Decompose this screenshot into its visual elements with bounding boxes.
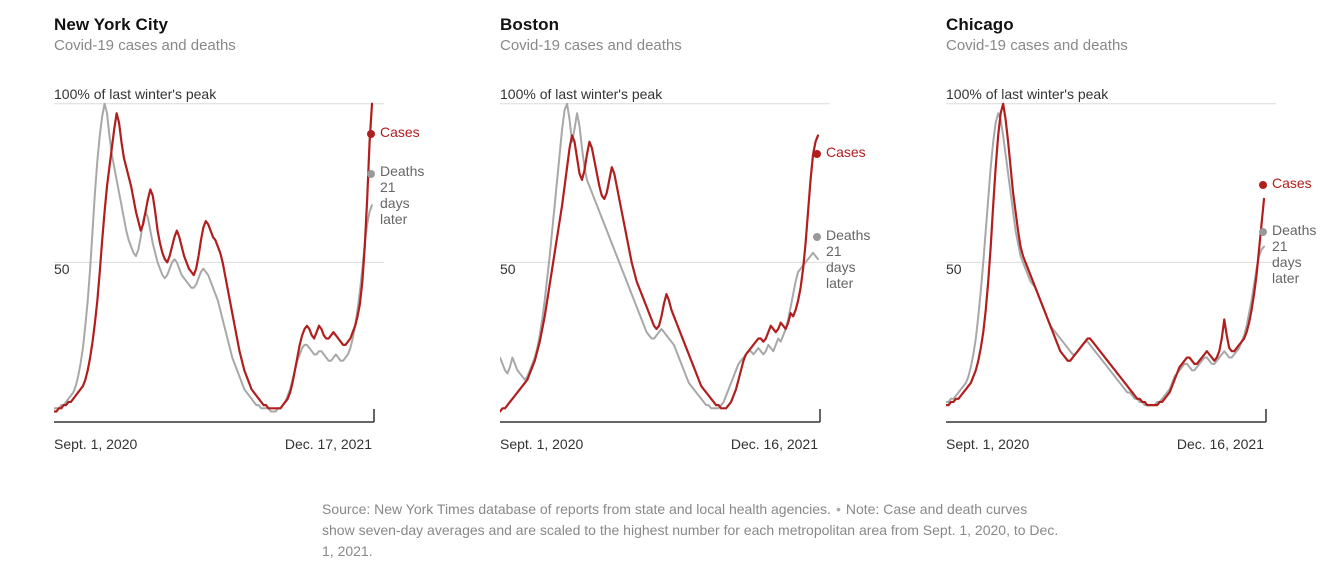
x-axis-labels-2 [946, 436, 1276, 458]
deaths-series-label-line3: days [826, 259, 856, 275]
gridline-label-peak: 100% of last winter's peak [946, 86, 1109, 102]
x-axis-labels-1 [500, 436, 830, 458]
cases-endpoint-dot [367, 130, 375, 138]
source-note [322, 499, 1062, 562]
panel-boston [446, 14, 892, 458]
gridline-label-peak: 100% of last winter's peak [54, 86, 217, 102]
x-axis-start-label: Sept. 1, 2020 [946, 436, 1030, 452]
page-title: Boston [500, 15, 560, 34]
deaths-series-label-line4: later [826, 275, 854, 291]
page-title: Chicago [946, 15, 1014, 34]
cases-series-label: Cases [826, 144, 866, 160]
x-axis-start-label: Sept. 1, 2020 [500, 436, 584, 452]
panel-chicago [892, 14, 1338, 458]
x-axis-end-label: Dec. 16, 2021 [730, 436, 818, 452]
chart-svg-1 [500, 64, 830, 434]
deaths-line [500, 104, 818, 409]
deaths-series-label-line3: days [1272, 254, 1302, 270]
x-axis-end-label: Dec. 16, 2021 [1176, 436, 1264, 452]
source-text-part1: Source: New York Times database of reports from state and local health agencies. [322, 501, 831, 517]
chart-plot-area-0 [54, 64, 425, 434]
panel-new-york-city [0, 14, 446, 458]
page-title: New York City [54, 15, 169, 34]
gridline-label-fifty: 50 [500, 261, 516, 277]
source-separator-dot: • [835, 501, 841, 517]
deaths-series-label-line4: later [1272, 270, 1300, 286]
source-text-part2: Note: Case and death curves show seven-day averages and are scaled to the highest number for each metropolitan area from Sept. 1, 2020, to Dec. 1, 2021. [322, 501, 1059, 559]
panel-subtitle: Covid-19 cases and deaths [500, 37, 682, 54]
deaths-endpoint-dot [813, 233, 821, 241]
deaths-series-label-line2: 21 [826, 243, 842, 259]
gridline-label-peak: 100% of last winter's peak [500, 86, 663, 102]
deaths-series-label-line1: Deaths [826, 227, 871, 243]
deaths-series-label-line3: days [380, 195, 410, 211]
x-axis-labels-0 [54, 436, 384, 458]
cases-line [54, 104, 372, 412]
cases-endpoint-dot [1259, 181, 1267, 189]
deaths-endpoint-dot [1259, 228, 1267, 236]
deaths-endpoint-dot [367, 170, 375, 178]
chart-svg-2 [946, 64, 1276, 434]
deaths-series-label-line1: Deaths [1272, 222, 1317, 238]
gridline-label-fifty: 50 [54, 261, 70, 277]
panel-subtitle: Covid-19 cases and deaths [946, 37, 1128, 54]
cases-line [946, 104, 1264, 405]
deaths-series-label-line2: 21 [380, 179, 396, 195]
chart-svg-0 [54, 64, 384, 434]
chart-plot-area-2 [946, 64, 1317, 434]
x-axis-end-label: Dec. 17, 2021 [284, 436, 372, 452]
gridline-label-fifty: 50 [946, 261, 962, 277]
deaths-series-label-line1: Deaths [380, 163, 425, 179]
cases-series-label: Cases [380, 124, 420, 140]
chart-plot-area-1 [500, 64, 871, 434]
deaths-line [946, 113, 1264, 405]
cases-series-label: Cases [1272, 175, 1312, 191]
deaths-series-label-line4: later [380, 211, 408, 227]
cases-endpoint-dot [813, 150, 821, 158]
x-axis-start-label: Sept. 1, 2020 [54, 436, 138, 452]
panel-subtitle: Covid-19 cases and deaths [54, 37, 236, 54]
deaths-series-label-line2: 21 [1272, 238, 1288, 254]
